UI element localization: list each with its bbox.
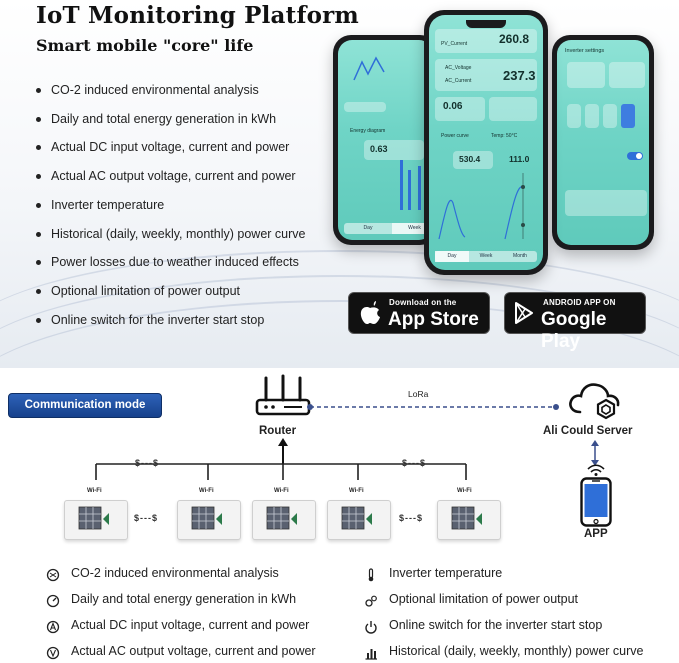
communication-mode-button[interactable]: Communication mode — [8, 393, 162, 418]
tab-day[interactable] — [344, 102, 386, 112]
link-separator: $---$ — [399, 513, 424, 523]
chart-bar — [418, 166, 421, 210]
router-label: Router — [259, 425, 297, 437]
feature-item: Daily and total energy generation in kWh — [36, 105, 305, 134]
solar-inverter-unit — [64, 500, 128, 540]
energy-value: 0.63 — [370, 144, 388, 154]
feature-item: Actual AC output voltage, current and power — [36, 162, 305, 191]
bottom-feature-text: Optional limitation of power output — [389, 592, 578, 606]
curve-value-1: 530.4 — [459, 154, 481, 164]
bottom-feature-text: CO-2 induced environmental analysis — [71, 566, 279, 580]
bottom-feature-text: Inverter temperature — [389, 566, 503, 580]
solar-panel-icon — [178, 501, 240, 539]
power-curve-label: Power curve — [441, 133, 469, 139]
ampere-icon — [46, 620, 60, 634]
tab-day[interactable]: Day — [435, 251, 469, 262]
power-icon — [364, 620, 378, 634]
page-subtitle: Smart mobile "core" life — [36, 36, 254, 55]
mode-button[interactable] — [585, 104, 599, 128]
bidirectional-arrow — [588, 440, 602, 466]
solar-panel-icon — [328, 501, 390, 539]
metric-value: 0.06 — [443, 101, 463, 112]
feature-item: Historical (daily, weekly, monthly) power curve — [36, 220, 305, 249]
ac-voltage-label: AC_Voltage — [445, 65, 472, 71]
page-title: IoT Monitoring Platform — [36, 2, 359, 29]
solar-panel-icon — [253, 501, 315, 539]
wifi-label: Wi-Fi — [274, 488, 289, 494]
google-play-label: Google Play — [541, 309, 607, 352]
google-play-button[interactable] — [504, 292, 646, 352]
feature-item: Power losses due to weather induced effects — [36, 248, 305, 277]
power-curve-chart — [435, 173, 539, 243]
phone-right — [552, 35, 654, 250]
thermometer-icon — [364, 568, 378, 582]
link-separator: $---$ — [402, 458, 427, 468]
wifi-label: Wi-Fi — [87, 488, 102, 494]
solar-inverter-unit — [177, 500, 241, 540]
phone-screen — [338, 40, 433, 240]
tab-week[interactable]: Week — [479, 253, 493, 259]
app-store-label: App Store — [388, 309, 479, 330]
phone-screen — [557, 40, 649, 245]
chart-bar — [400, 160, 403, 210]
co2-icon — [46, 568, 60, 582]
bar-chart-icon — [364, 646, 378, 660]
bottom-feature-text: Daily and total energy generation in kWh — [71, 592, 297, 606]
phone-left — [333, 35, 438, 245]
chart-bar — [408, 170, 411, 210]
solar-panel-icon — [438, 501, 500, 539]
settings-tile[interactable] — [567, 62, 605, 88]
cloud-server-icon — [566, 378, 626, 422]
lora-label: LoRa — [408, 389, 429, 399]
network-tree — [0, 438, 520, 482]
bottom-feature-text: Actual AC output voltage, current and power — [71, 644, 316, 658]
metric-card — [489, 97, 537, 121]
solar-inverter-unit — [252, 500, 316, 540]
cloud-server-label: Ali Could Server — [543, 425, 633, 437]
mode-button[interactable] — [567, 104, 581, 128]
bottom-feature-text: Actual DC input voltage, current and power — [71, 618, 310, 632]
gauge-icon — [46, 594, 60, 608]
feature-item: Inverter temperature — [36, 191, 305, 220]
mode-button[interactable] — [603, 104, 617, 128]
tab-day[interactable]: Day — [363, 225, 373, 231]
google-play-small-label: ANDROID APP ON — [543, 298, 616, 307]
mode-button-active[interactable] — [621, 104, 635, 128]
phone-center — [424, 10, 548, 275]
volt-icon — [46, 646, 60, 660]
ac-value: 237.3 — [503, 68, 536, 83]
settings-title: Inverter settings — [565, 48, 605, 54]
pv-current-value: 260.8 — [499, 32, 530, 46]
feature-item: CO-2 induced environmental analysis — [36, 76, 305, 105]
wifi-icon — [586, 464, 606, 476]
app-label: APP — [584, 528, 608, 540]
app-store-small-label: Download on the — [389, 298, 457, 307]
wifi-label: Wi-Fi — [457, 488, 472, 494]
feature-list — [36, 76, 305, 334]
router-icon — [254, 374, 312, 420]
wifi-label: Wi-Fi — [349, 488, 364, 494]
bottom-feature-text: Online switch for the inverter start stop — [389, 618, 603, 632]
feature-item: Optional limitation of power output — [36, 277, 305, 306]
feature-item: Actual DC input voltage, current and power — [36, 133, 305, 162]
link-separator: $---$ — [134, 513, 159, 523]
ac-current-label: AC_Current — [445, 78, 472, 84]
feature-item: Online switch for the inverter start stop — [36, 306, 305, 335]
toggle-switch[interactable] — [627, 152, 643, 160]
solar-inverter-unit — [437, 500, 501, 540]
smartphone-icon — [580, 477, 612, 527]
google-play-icon — [513, 302, 535, 324]
app-store-button[interactable] — [348, 292, 490, 334]
bottom-feature-text: Historical (daily, weekly, monthly) power curve — [389, 644, 644, 658]
pv-current-label: PV_Current — [441, 41, 468, 47]
phone-notch — [466, 20, 506, 28]
wifi-label: Wi-Fi — [199, 488, 214, 494]
link-separator: $---$ — [135, 458, 160, 468]
tab-week[interactable]: Week — [392, 223, 433, 234]
info-card — [565, 190, 647, 216]
solar-inverter-unit — [327, 500, 391, 540]
curve-value-2: 111.0 — [509, 154, 530, 164]
phone-screen — [429, 15, 543, 270]
solar-panel-icon — [65, 501, 127, 539]
apple-icon — [359, 301, 381, 325]
gears-icon — [364, 594, 378, 608]
temperature-label: Temp: 50°C — [491, 133, 518, 139]
period-tabs — [344, 223, 427, 234]
period-tabs — [435, 251, 537, 262]
settings-tile[interactable] — [609, 62, 645, 88]
energy-diagram-label: Energy diagram — [350, 128, 386, 134]
tab-month[interactable]: Month — [513, 253, 527, 259]
lora-link — [306, 400, 562, 414]
logo-icon — [352, 54, 392, 84]
